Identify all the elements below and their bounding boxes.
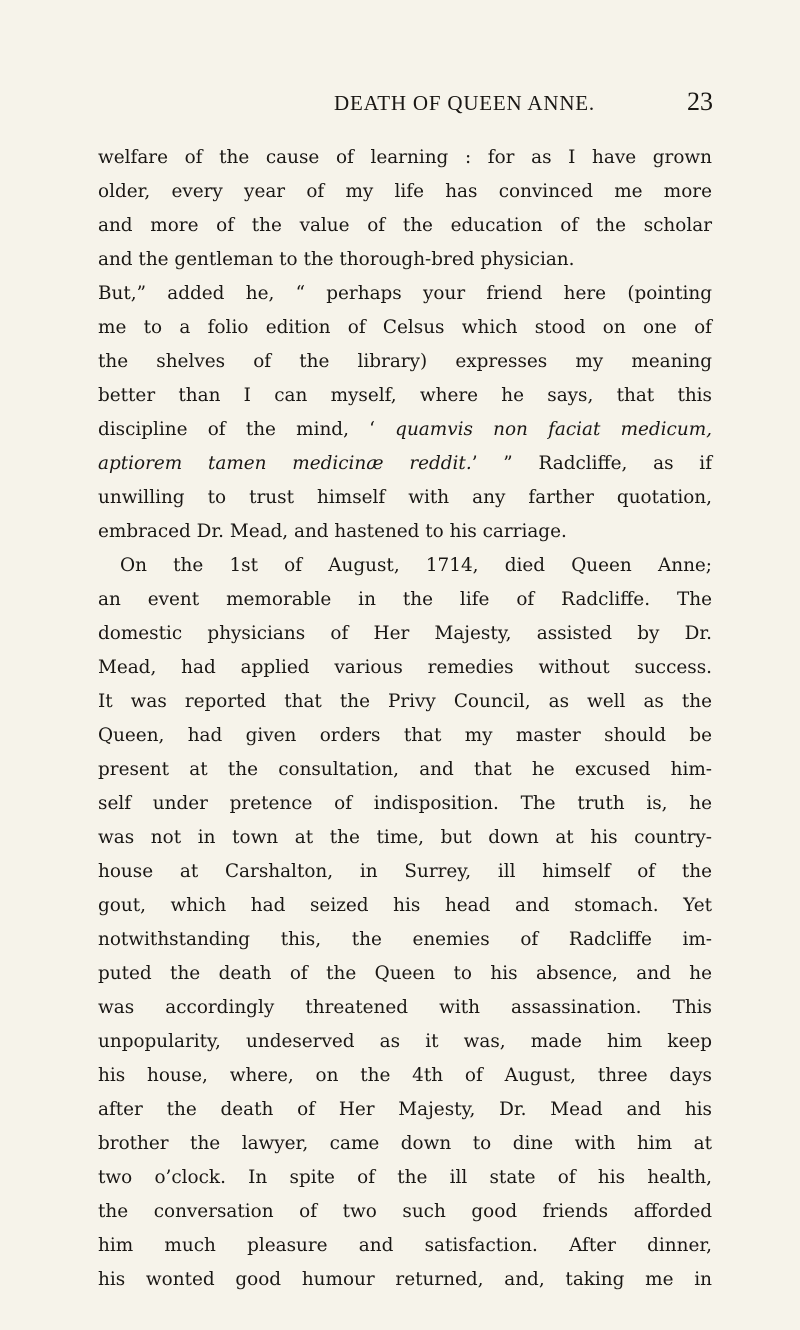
text-line: and the gentleman to the thorough-bred physician. <box>98 249 575 270</box>
text-line: an event memorable in the life of Radcliffe. The <box>98 589 712 610</box>
running-title: DEATH OF QUEEN ANNE. <box>334 91 595 115</box>
text-line: me to a folio edition of Celsus which stood on one of <box>98 317 712 338</box>
latin-quotation: quamvis non faciat medicum, <box>395 419 712 440</box>
text-line: embraced Dr. Mead, and hastened to his carriage. <box>98 521 567 542</box>
text-line: house at Carshalton, in Surrey, ill himself of the <box>98 861 712 882</box>
text-line: unpopularity, undeserved as it was, made him keep <box>98 1031 712 1052</box>
text-line: Mead, had applied various remedies without success. <box>98 657 712 678</box>
latin-quotation: aptiorem tamen medicinæ reddit. <box>98 453 472 474</box>
text-line: On the 1st of August, 1714, died Queen Anne; <box>120 555 712 576</box>
text-line: and more of the value of the education of the scholar <box>98 215 712 236</box>
running-head <box>0 87 800 119</box>
text-line: brother the lawyer, came down to dine with him at <box>98 1133 712 1154</box>
text-line: aptiorem tamen medicinæ reddit.’ ” Radcliffe, as if <box>98 453 712 474</box>
text-line: unwilling to trust himself with any farther quotation, <box>98 487 712 508</box>
body-text <box>98 141 712 1297</box>
text-line: was accordingly threatened with assassination. This <box>98 997 712 1018</box>
text-line: after the death of Her Majesty, Dr. Mead and his <box>98 1099 712 1120</box>
text-line: gout, which had seized his head and stomach. Yet <box>98 895 712 916</box>
text-line: It was reported that the Privy Council, as well as the <box>98 691 712 712</box>
text-line: his house, where, on the 4th of August, three days <box>98 1065 712 1086</box>
text-line: But,” added he, “ perhaps your friend here (pointing <box>98 283 712 304</box>
text-line: better than I can myself, where he says, that this <box>98 385 712 406</box>
text-line: welfare of the cause of learning : for as I have grown <box>98 147 712 168</box>
text-line: domestic physicians of Her Majesty, assisted by Dr. <box>98 623 712 644</box>
text-line: notwithstanding this, the enemies of Radcliffe im- <box>98 929 712 950</box>
text-line: two o’clock. In spite of the ill state of his health, <box>98 1167 712 1188</box>
page-number: 23 <box>687 87 713 116</box>
text-line: present at the consultation, and that he excused him- <box>98 759 712 780</box>
text-line: puted the death of the Queen to his absence, and he <box>98 963 712 984</box>
text-line: discipline of the mind, ‘ quamvis non faciat medicum, <box>98 419 712 440</box>
text-line: older, every year of my life has convinced me more <box>98 181 712 202</box>
text-line: was not in town at the time, but down at his country- <box>98 827 712 848</box>
text-line: self under pretence of indisposition. The truth is, he <box>98 793 712 814</box>
text-line: the shelves of the library) expresses my meaning <box>98 351 712 372</box>
text-line: his wonted good humour returned, and, taking me in <box>98 1269 712 1290</box>
text-line: him much pleasure and satisfaction. After dinner, <box>98 1235 712 1256</box>
text-line: the conversation of two such good friends afforded <box>98 1201 712 1222</box>
text-line: Queen, had given orders that my master should be <box>98 725 712 746</box>
